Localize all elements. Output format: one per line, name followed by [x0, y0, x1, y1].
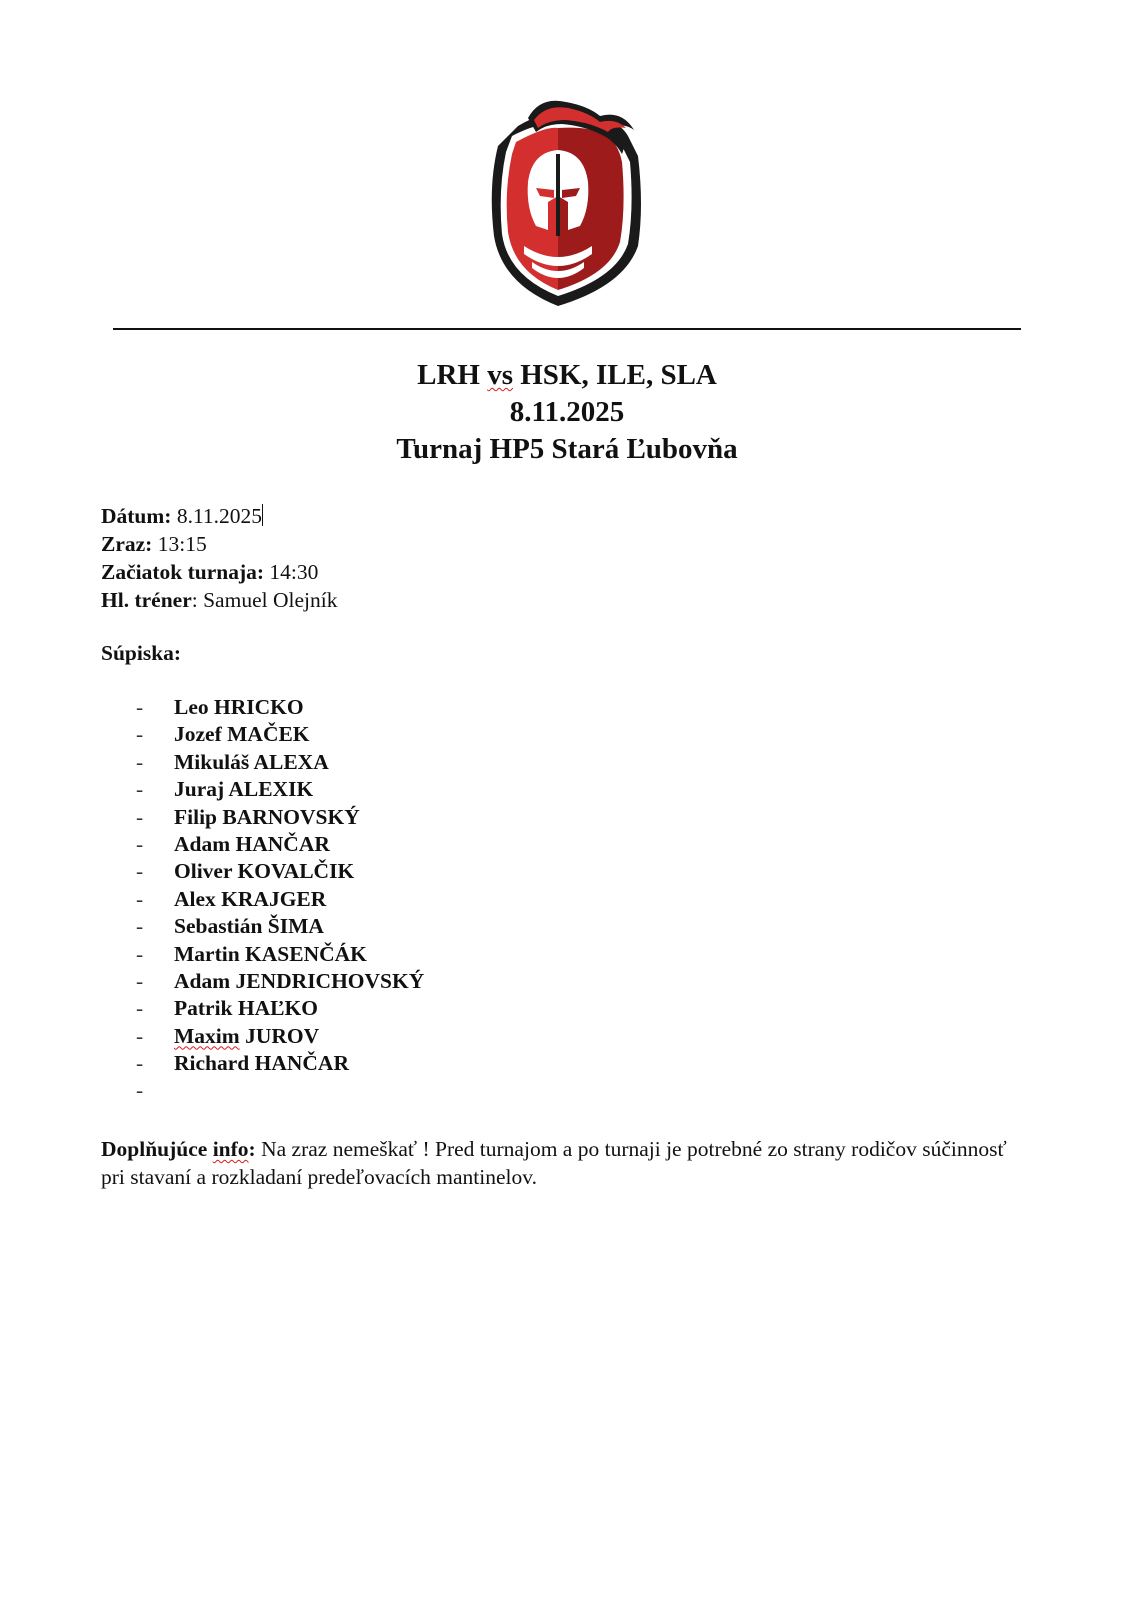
match-date-title: 8.11.2025 [509, 396, 625, 428]
spellcheck-info: info [212, 1137, 249, 1161]
additional-info: Doplňujúce info: Na zraz nemeškať ! Pred turnajom a po turnaji je potrebné zo strany rodičov súčinnosť pri stavaní a rozkladaní predeľovacích mantinelov. [101, 1137, 1007, 1189]
list-item: - Leo HRICKO [136, 695, 304, 719]
roster-title: Súpiska: [101, 641, 182, 665]
event-details [101, 502, 337, 614]
coach-line: Hl. tréner: Samuel Olejník [101, 588, 338, 612]
document-heading [113, 357, 1021, 468]
spellcheck-vs: vs [487, 359, 513, 391]
text-cursor [262, 504, 263, 526]
tournament-title: Turnaj HP5 Stará Ľubovňa [396, 433, 738, 465]
list-item: - Maxim JUROV [136, 1023, 320, 1048]
roster-list [136, 694, 424, 1105]
match-title: LRH vs HSK, ILE, SLA [417, 359, 717, 391]
list-item: - Juraj ALEXIK [136, 777, 314, 802]
spartan-helmet-shield-icon [488, 96, 646, 308]
list-item-empty: - [136, 1078, 144, 1103]
list-item: - Sebastián ŠIMA [136, 914, 324, 939]
horizontal-divider [113, 328, 1021, 330]
spellcheck-maxim: Maxim [174, 1023, 240, 1048]
list-item: - Richard HANČAR [136, 1051, 349, 1076]
list-item: - Adam HANČAR [136, 831, 330, 856]
list-item: - Mikuláš ALEXA [136, 749, 329, 774]
list-item: - Jozef MAČEK [136, 722, 310, 747]
meetup-line: Zraz: 13:15 [101, 532, 207, 556]
list-item: - Oliver KOVALČIK [136, 859, 355, 884]
list-item: - Filip BARNOVSKÝ [136, 804, 360, 829]
list-item: - Adam JENDRICHOVSKÝ [136, 968, 425, 993]
date-line: Dátum: 8.11.2025 [101, 504, 263, 528]
list-item: - Alex KRAJGER [136, 886, 327, 911]
list-item: - Martin KASENČÁK [136, 941, 367, 966]
list-item: - Patrik HAĽKO [136, 996, 318, 1021]
start-line: Začiatok turnaja: 14:30 [101, 560, 319, 584]
